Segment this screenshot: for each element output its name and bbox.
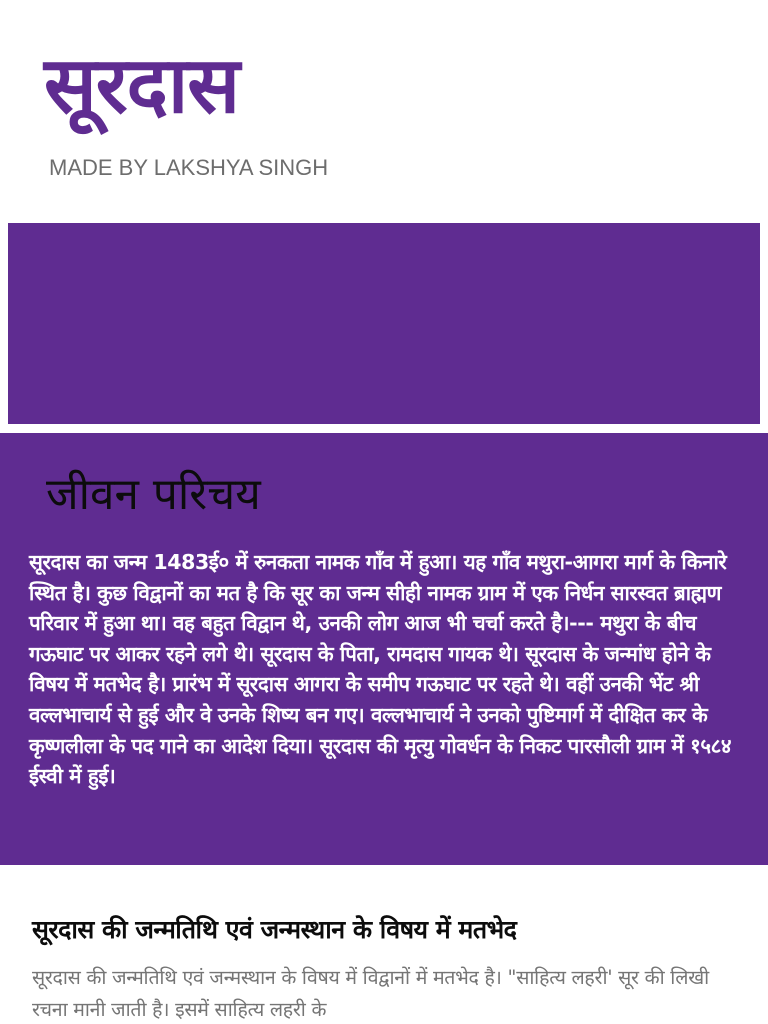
birth-section-heading: सूरदास की जन्मतिथि एवं जन्मस्थान के विषय में मतभेद: [32, 915, 517, 944]
biography-text: सूरदास का जन्म 1483ई० में रुनकता नामक गाँव में हुआ। यह गाँव मथुरा-आगरा मार्ग के किनारे स्थित है। कुछ विद्वानों का मत है कि सूर का जन्म सीही नामक ग्राम में एक निर्धन सारस्वत ब्राह्मण परिवार में हुआ था। वह बहुत विद्वान थे, उनकी लोग आज भी चर्चा करते है।--- मथुरा के बीच गऊघाट पर आकर रहने लगे थे। सूरदास के पिता, रामदास गायक थे। सूरदास के जन्मांध होने के विषय में मतभेद है। प्रारंभ में सूरदास आगरा के समीप गऊघाट पर रहते थे। वहीं उनकी भेंट श्री वल्लभाचार्य से हुई और वे उनके शिष्य बन गए। वल्लभाचार्य ने उनको पुष्टिमार्ग में दीक्षित कर के कृष्णलीला के पद गाने का आदेश दिया। सूरदास की मृत्यु गोवर्धन के निकट पारसौली ग्राम में १५८४ ईस्वी में हुई।: [29, 550, 732, 789]
author-byline: MADE BY LAKSHYA SINGH: [49, 155, 329, 180]
birth-section-text: सूरदास की जन्मतिथि एवं जन्मस्थान के विषय में विद्वानों में मतभेद है। "साहित्य लहरी' सूर की लिखी रचना मानी जाती है। इसमें साहित्य लहरी के: [32, 966, 709, 1021]
page-title: सूरदास: [44, 41, 239, 131]
biography-section: [0, 433, 768, 865]
biography-heading: जीवन परिचय: [46, 469, 261, 520]
banner-block: [8, 223, 760, 424]
